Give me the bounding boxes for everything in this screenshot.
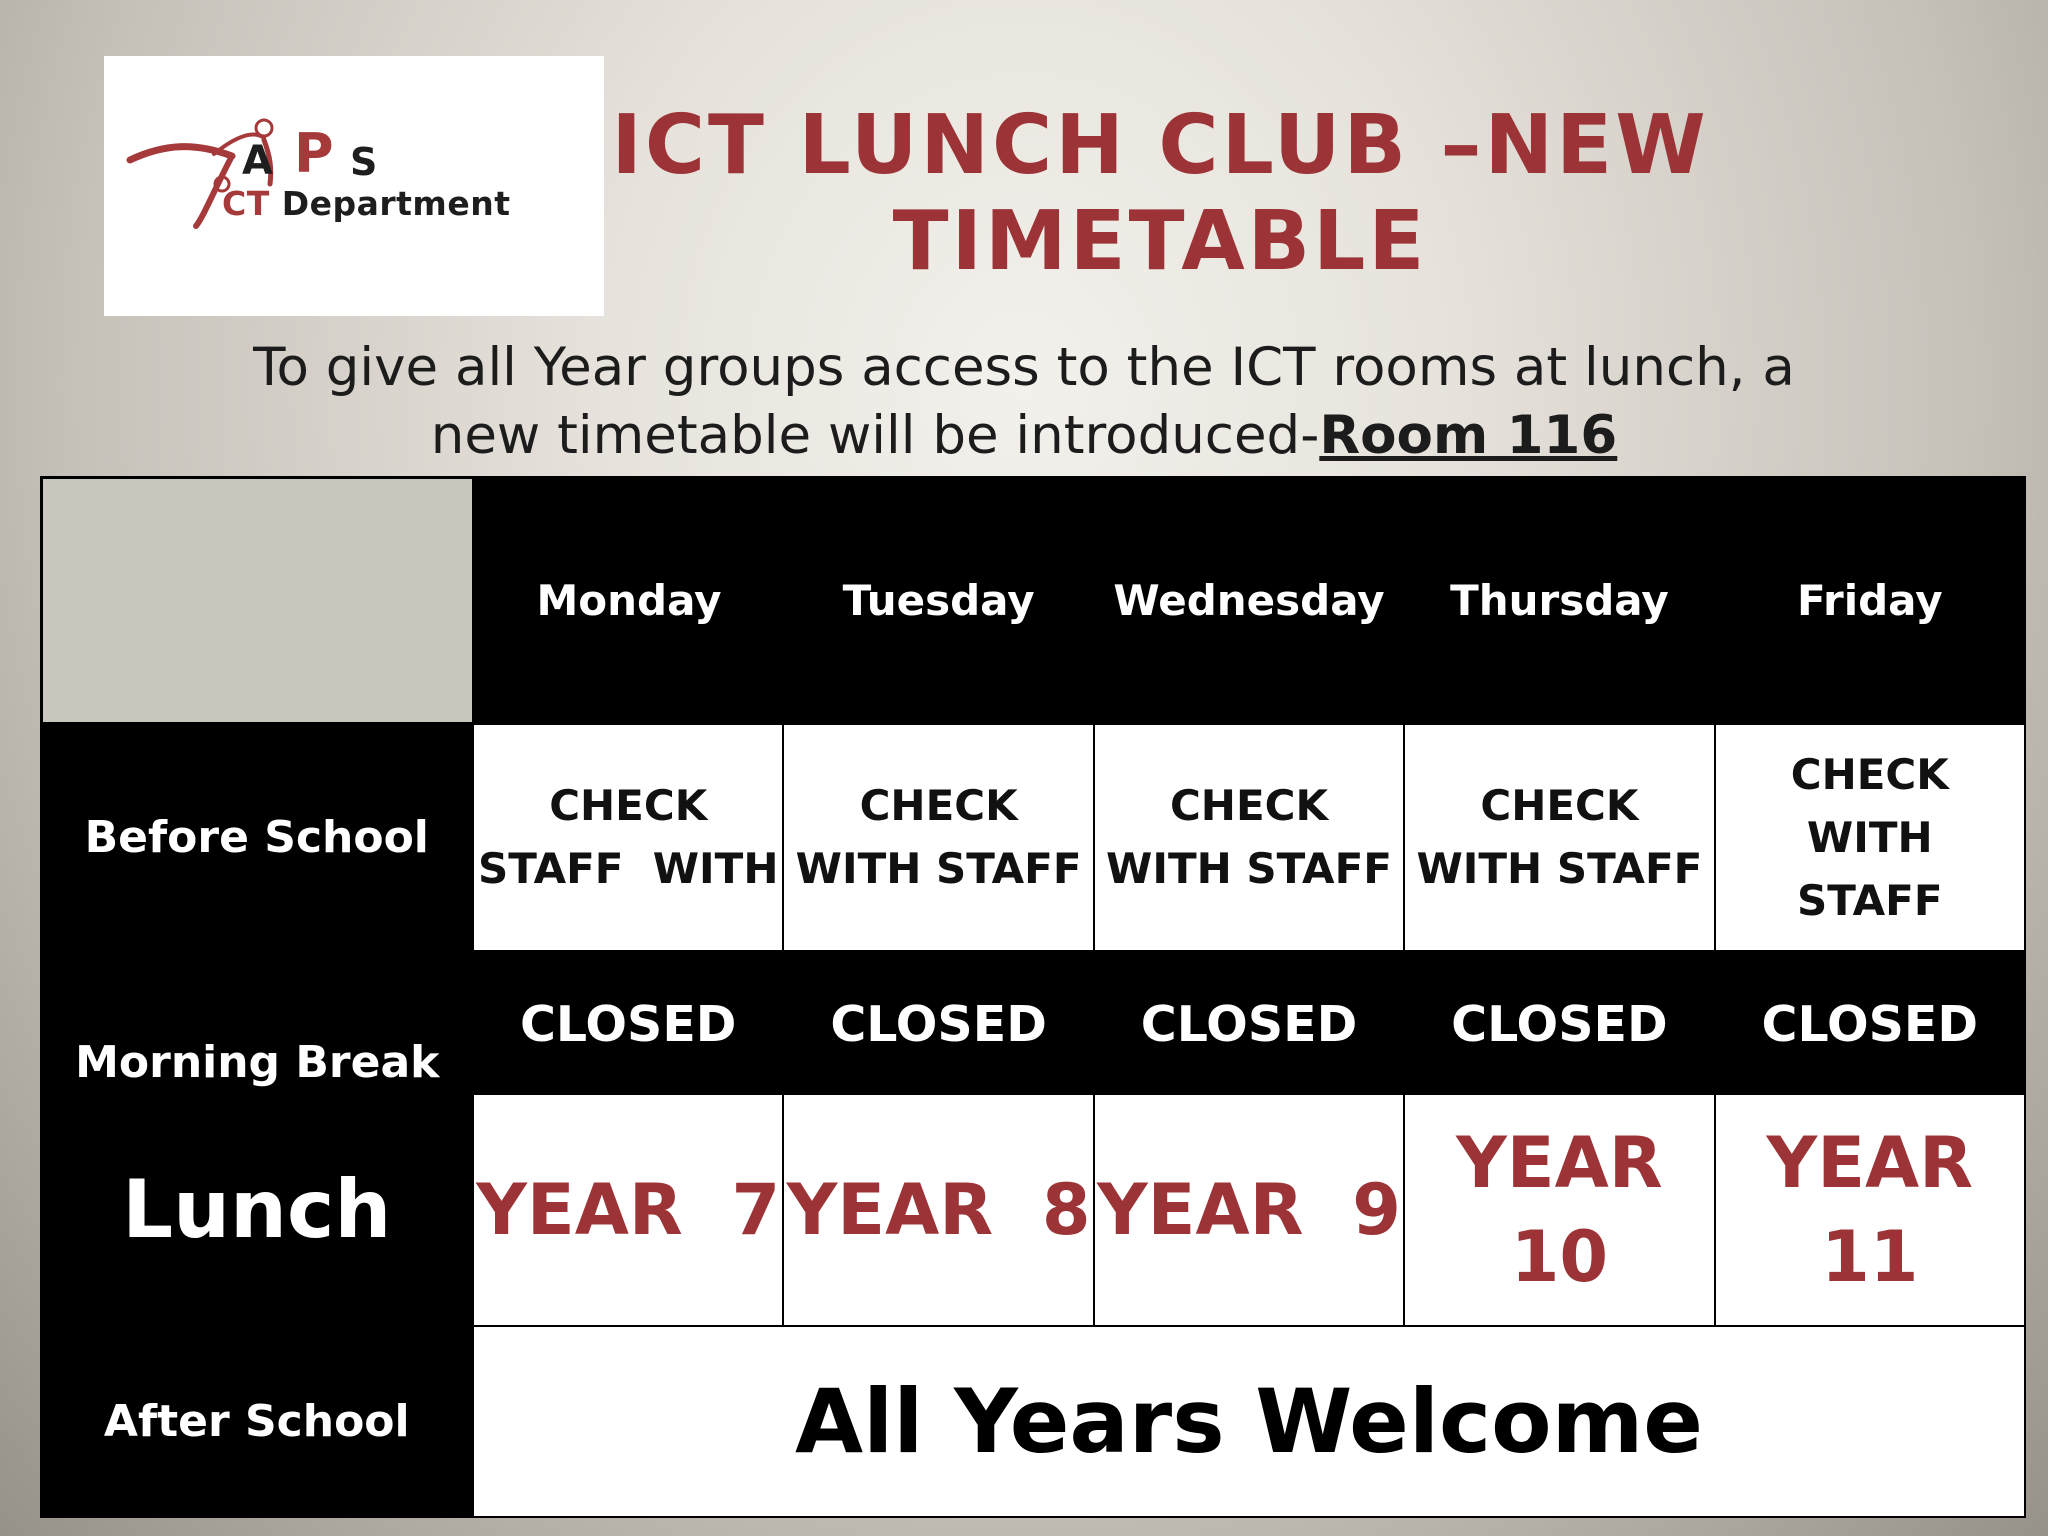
- cell-line: YEAR: [1456, 1121, 1663, 1204]
- cell-line: CHECK: [1790, 749, 1949, 799]
- aps-ict-logo: [104, 56, 604, 316]
- title-line-2: TIMETABLE: [892, 194, 1428, 289]
- morning-break-tuesday: CLOSED: [783, 951, 1093, 1094]
- before-school-monday: [473, 724, 783, 951]
- logo-department-text: [222, 184, 510, 223]
- logo-ct: CT: [222, 184, 270, 223]
- subtitle-line-2: [100, 402, 1948, 470]
- logo-letter-p: P: [294, 122, 334, 185]
- cell-line: STAFF WITH: [477, 844, 779, 893]
- row-label-after-school: After School: [42, 1326, 474, 1517]
- cell-line: CHECK: [859, 781, 1018, 830]
- before-school-thursday: [1404, 724, 1714, 951]
- day-wednesday: Wednesday: [1094, 478, 1404, 724]
- lunch-thursday: [1404, 1094, 1714, 1326]
- cell-line: CHECK: [1169, 781, 1329, 830]
- cell-line: WITH STAFF: [1106, 844, 1392, 893]
- cell-line: YEAR: [1766, 1121, 1974, 1204]
- logo-letter-s: S: [350, 140, 378, 184]
- subtitle-line-2-prefix: new timetable will be introduced-: [430, 405, 1320, 466]
- day-friday: Friday: [1715, 478, 2025, 724]
- logo-department-word: Department: [269, 184, 511, 223]
- morning-break-row: [42, 951, 2026, 1094]
- subtitle-line-1: To give all Year groups access to the ICT rooms at lunch, a: [253, 337, 1795, 398]
- cell-line: STAFF: [1797, 875, 1943, 925]
- title-line-1: ICT LUNCH CLUB –NEW: [611, 98, 1709, 193]
- cell-line: 10: [1510, 1215, 1609, 1298]
- before-school-friday: [1715, 724, 2025, 951]
- day-thursday: Thursday: [1404, 478, 1714, 724]
- cell-line: YEAR 7: [476, 1168, 781, 1251]
- row-label-before-school: Before School: [42, 724, 474, 951]
- timetable: [40, 476, 2026, 1518]
- before-school-wednesday: [1094, 724, 1404, 951]
- day-tuesday: Tuesday: [783, 478, 1093, 724]
- cell-line: YEAR 9: [1096, 1168, 1402, 1251]
- before-school-tuesday: [783, 724, 1093, 951]
- cell-line: WITH STAFF: [1416, 844, 1703, 893]
- morning-break-thursday: CLOSED: [1404, 951, 1714, 1094]
- morning-break-monday: CLOSED: [473, 951, 783, 1094]
- cell-line: CHECK: [549, 781, 708, 830]
- morning-break-wednesday: CLOSED: [1094, 951, 1404, 1094]
- before-school-row: [42, 724, 2026, 951]
- cell-line: 11: [1821, 1215, 1919, 1298]
- lunch-tuesday: [783, 1094, 1093, 1326]
- cell-line: WITH: [1806, 812, 1933, 862]
- day-monday: Monday: [473, 478, 783, 724]
- morning-break-friday: CLOSED: [1715, 951, 2025, 1094]
- after-school-row: [42, 1326, 2026, 1517]
- after-school-all-years: All Years Welcome: [473, 1326, 2025, 1517]
- room-number: Room 116: [1319, 405, 1618, 466]
- row-label-lunch: Lunch: [42, 1094, 474, 1326]
- header-row: [42, 478, 2026, 724]
- logo-letter-a: A: [242, 138, 273, 184]
- lunch-friday: [1715, 1094, 2025, 1326]
- page-title: [600, 98, 1720, 290]
- cell-line: CHECK: [1480, 781, 1639, 830]
- corner-cell: [42, 478, 474, 724]
- cell-line: WITH STAFF: [795, 844, 1082, 893]
- row-label-morning-break: Morning Break: [42, 951, 474, 1094]
- lunch-monday: [473, 1094, 783, 1326]
- lunch-row: [42, 1094, 2026, 1326]
- subtitle: [100, 334, 1948, 470]
- cell-line: YEAR 8: [786, 1168, 1091, 1251]
- lunch-wednesday: [1094, 1094, 1404, 1326]
